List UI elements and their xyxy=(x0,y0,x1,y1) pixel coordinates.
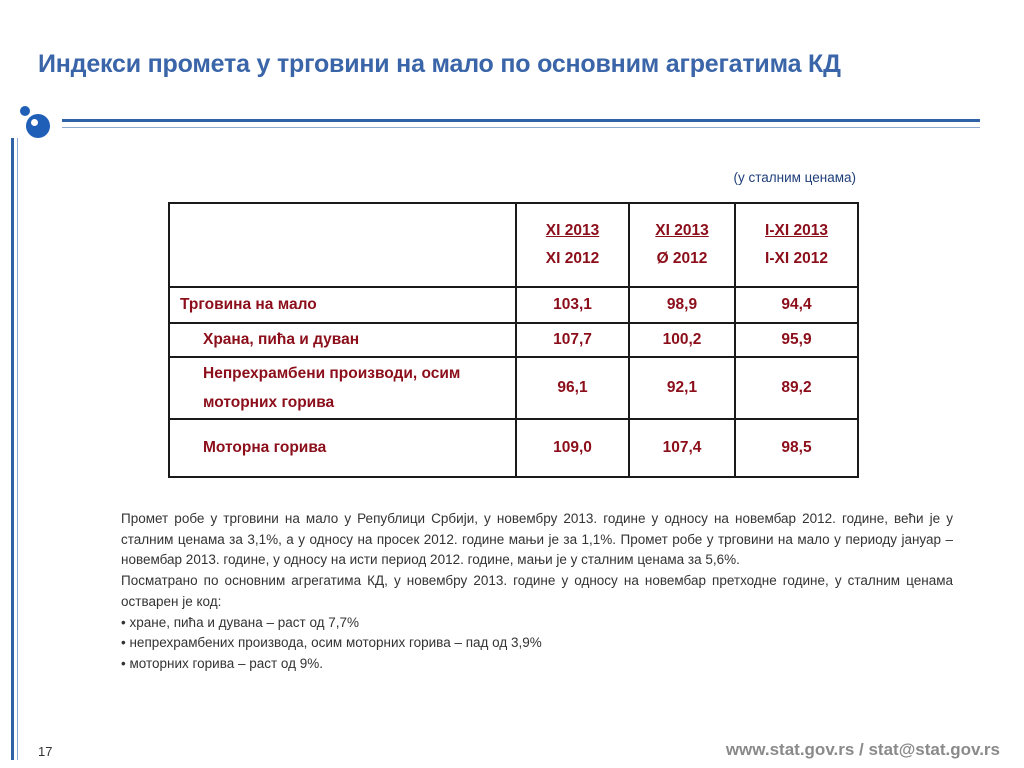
header-divider-thick xyxy=(62,119,980,122)
page-number: 17 xyxy=(38,744,53,759)
header-col-3 xyxy=(735,203,858,287)
row-label-nonfood-line2: моторних горива xyxy=(203,394,335,411)
table-cell: 109,0 xyxy=(516,419,629,477)
table-cell: 103,1 xyxy=(516,287,629,323)
header-col-3-top: I-XI 2013 xyxy=(765,222,828,239)
page-title: Индекси промета у трговини на мало по основним агрегатима КД xyxy=(38,50,841,78)
table-cell: 89,2 xyxy=(735,357,858,419)
index-table xyxy=(168,202,859,478)
table-row xyxy=(169,287,858,323)
paragraph-summary: Промет робе у трговини на мало у Републици Србији, у новембру 2013. године у односу на новембар 2012. године, већи је у сталним ценама за 3,1%, а у односу на просек 2012. године мањи је за 1,1%. Промет робе у трговини на мало у периоду јануар – новембар 2013. године, у односу на исти период 2012. године, мањи је у сталним ценама за 5,6%. xyxy=(121,511,953,568)
table-row xyxy=(169,323,858,357)
decorative-dot-small xyxy=(20,106,30,116)
header-col-1-bottom: XI 2012 xyxy=(545,250,600,267)
table-cell: 98,9 xyxy=(629,287,735,323)
row-label-food: Храна, пића и дуван xyxy=(169,323,516,357)
table-cell: 95,9 xyxy=(735,323,858,357)
table-cell: 100,2 xyxy=(629,323,735,357)
table-cell: 94,4 xyxy=(735,287,858,323)
header-col-1-top: XI 2013 xyxy=(545,222,600,239)
header-col-2-bottom: Ø 2012 xyxy=(656,250,708,267)
table-row xyxy=(169,419,858,477)
header-col-2-top: XI 2013 xyxy=(655,222,709,239)
table-cell: 96,1 xyxy=(516,357,629,419)
table-cell: 92,1 xyxy=(629,357,735,419)
bullet-fuel: • моторних горива – раст од 9%. xyxy=(121,655,324,671)
side-rule-thick xyxy=(11,138,14,760)
table-header-row xyxy=(169,203,858,287)
row-label-fuel: Моторна горива xyxy=(169,419,516,477)
footer-website: www.stat.gov.rs / stat@stat.gov.rs xyxy=(725,740,1000,759)
header-col-3-bottom: I-XI 2012 xyxy=(765,250,828,267)
table-row xyxy=(169,357,858,419)
paragraph-aggregates: Посматрано по основним агрегатима КД, у новембру 2013. године у односу на новембар претходне године, у сталним ценама остварен је код: xyxy=(121,573,953,609)
table-cell: 107,7 xyxy=(516,323,629,357)
row-label-nonfood-line1: Непрехрамбени производи, осим xyxy=(203,365,461,382)
header-col-1 xyxy=(516,203,629,287)
row-label-retail: Трговина на мало xyxy=(169,287,516,323)
side-rule-thin xyxy=(17,138,18,760)
table-cell: 98,5 xyxy=(735,419,858,477)
description-text xyxy=(121,509,953,675)
row-label-nonfood xyxy=(169,357,516,419)
bullet-food: • хране, пића и дувана – раст од 7,7% xyxy=(121,614,360,630)
table-cell: 107,4 xyxy=(629,419,735,477)
header-empty-cell xyxy=(169,203,516,287)
bullet-nonfood: • непрехрамбених производа, осим моторних горива – пад од 3,9% xyxy=(121,635,542,651)
header-divider-thin xyxy=(62,127,980,128)
price-note: (у сталним ценама) xyxy=(733,170,856,185)
header-col-2 xyxy=(629,203,735,287)
decorative-dot-large xyxy=(26,114,50,138)
